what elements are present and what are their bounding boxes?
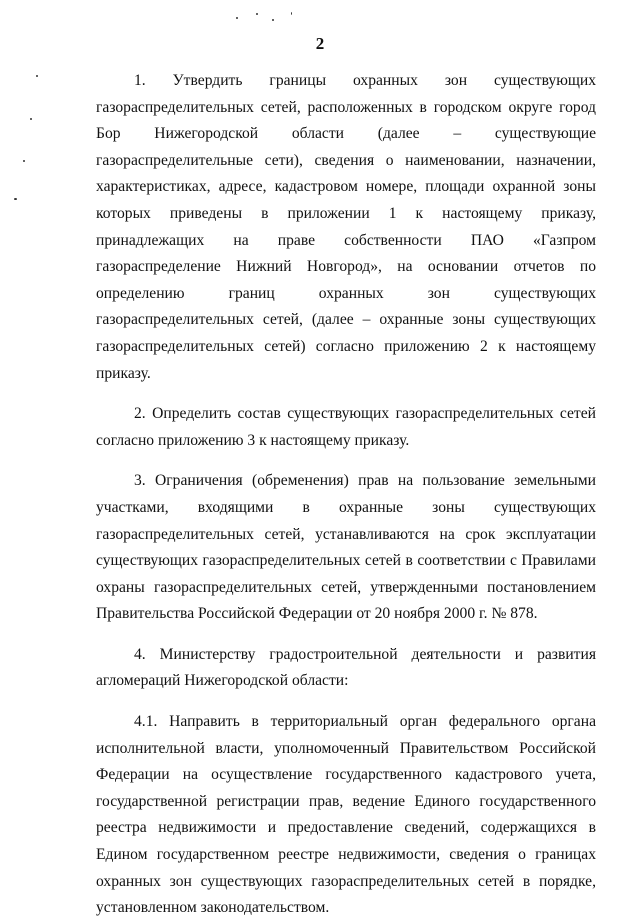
scan-speck xyxy=(30,118,32,120)
scan-speck xyxy=(291,12,292,15)
paragraph-3: 3. Ограничения (обременения) прав на пользование земельными участками, входящими в охранные зоны существующих газораспределительных сетей, устанавливаются на срок эксплуатации существующих газораспределительных сетей в соответствии с Правилами охраны газораспределительных сетей, утвержденными постановлением Правительства Российской Федерации от 20 ноября 2000 г. № 878. xyxy=(96,472,596,623)
page-number: 2 xyxy=(315,34,325,53)
scan-speck xyxy=(14,198,17,200)
scan-speck xyxy=(272,19,274,21)
paragraph-4-1: 4.1. Направить в территориальный орган федерального органа исполнительной власти, уполномоченный Правительством Российской Федерации на осуществление государственного кадастрового учета, государственной регистрации прав, ведение Единого государственного реестра недвижимости и предоставление сведений, содержащихся в Едином государственном реестре недвижимости, сведения о границах охранных зон существующих газораспределительных сетей в порядке, установленном законодательством. xyxy=(96,713,596,917)
scan-speck xyxy=(256,13,258,15)
scan-speck xyxy=(236,17,238,19)
paragraph-1: 1. Утвердить границы охранных зон существующих газораспределительных сетей, расположенных в городском округе город Бор Нижегородской области (далее – существующие газораспределительные сети), сведения о наименовании, назначении, характеристиках, адресе, кадастровом номере, площади охранной зоны которых приведены в приложении 1 к настоящему приказу, принадлежащих на праве собственности ПАО «Газпром газораспределение Нижний Новгород», на основании отчетов по определению границ охранных зон существующих газораспределительных сетей, (далее – охранные зоны существующих газораспределительных сетей) согласно приложению 2 к настоящему приказу. xyxy=(96,72,596,382)
scan-speck xyxy=(23,160,25,162)
paragraph-2: 2. Определить состав существующих газораспределительных сетей согласно приложению 3 к настоящему приказу. xyxy=(96,405,596,449)
scan-speck xyxy=(36,75,38,77)
paragraph-4: 4. Министерству градостроительной деятельности и развития агломераций Нижегородской области: xyxy=(96,645,596,690)
document-body xyxy=(96,68,596,922)
